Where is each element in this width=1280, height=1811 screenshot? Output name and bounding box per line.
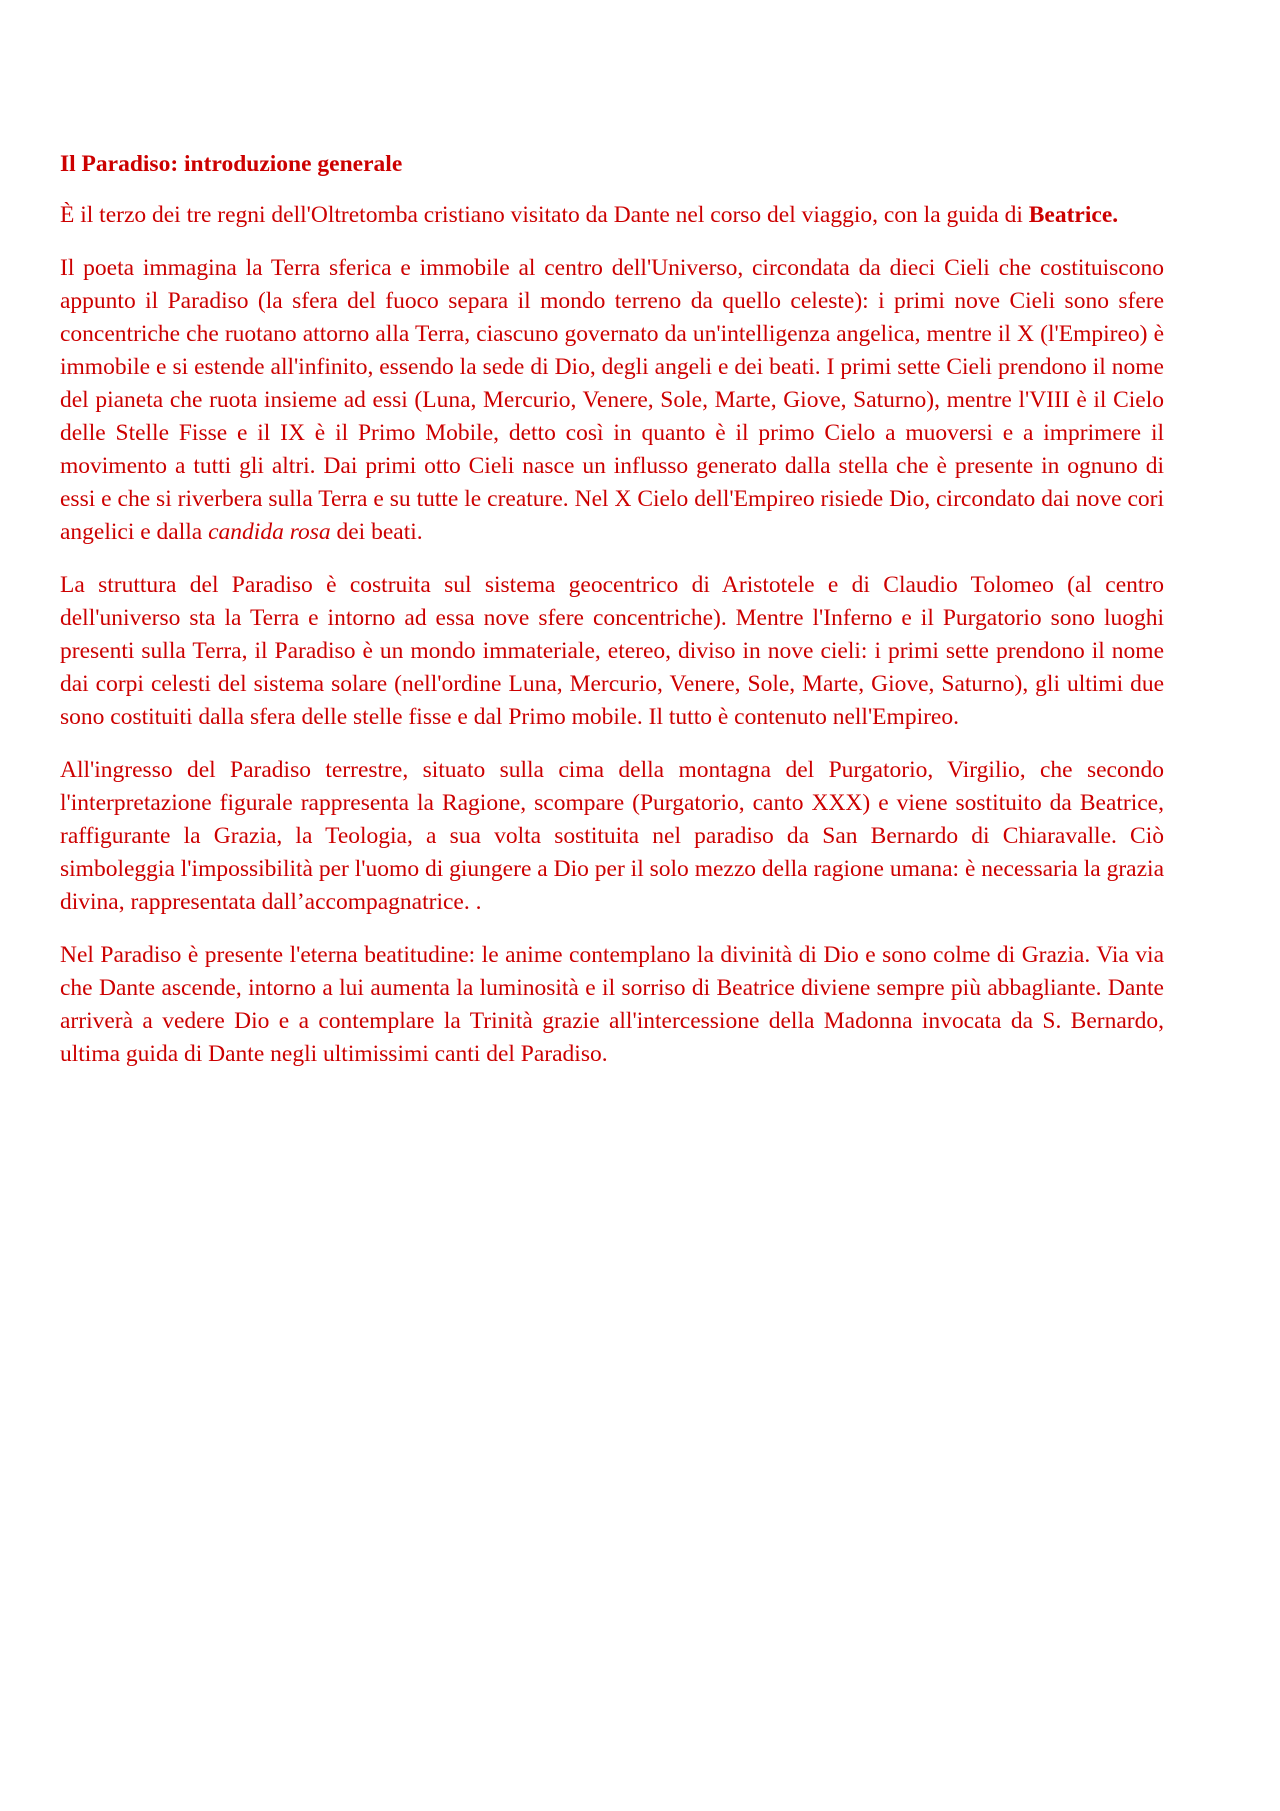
document-page bbox=[60, 148, 1164, 1091]
document-title: Il Paradiso: introduzione generale bbox=[60, 151, 403, 177]
emphasis-text: candida rosa bbox=[208, 519, 331, 545]
geocentric-paragraph: La struttura del Paradiso è costruita sul sistema geocentrico di Aristotele e di Claudio Tolomeo (al centro dell'universo sta la Terra e intorno ad essa nove sfere concentriche). Mentre l'Inferno e il Purgatorio sono luoghi presenti sulla Terra, il Paradiso è un mondo immateriale, etereo, diviso in nove cieli: i primi sette prendono il nome dai corpi celesti del sistema solare (nell'ordine Luna, Mercurio, Venere, Sole, Marte, Giove, Saturno), gli ultimi due sono costituiti dalla sfera delle stelle fisse e dal Primo mobile. Il tutto è contenuto nell'Empireo. bbox=[60, 572, 1164, 730]
structure-tail: dei beati. bbox=[330, 519, 423, 545]
structure-text: Il poeta immagina la Terra sferica e immobile al centro dell'Universo, circondata da dieci Cieli che costituiscono appunto il Paradiso (la sfera del fuoco separa il mondo terreno da quello celeste): i primi nove Cieli sono sfere concentriche che ruotano attorno alla Terra, ciascuno governato da un'intelligenza angelica, mentre il X (l'Empireo) è immobile e si estende all'infinito, essendo la sede di Dio, degli angeli e dei beati. I primi sette Cieli prendono il nome del pianeta che ruota insieme ad essi (Luna, Mercurio, Venere, Sole, Marte, Giove, Saturno), mentre l'VIII è il Cielo delle Stelle Fisse e il IX è il Primo Mobile, detto così in quanto è il primo Cielo a muoversi e a imprimere il movimento a tutti gli altri. Dai primi otto Cieli nasce un influsso generato dalla stella che è presente in ognuno di essi e che si riverbera sulla Terra e su tutte le creature. Nel X Cielo dell'Empireo risiede Dio, circondato dai nove cori angelici e dalla bbox=[60, 255, 1164, 545]
guides-paragraph: All'ingresso del Paradiso terrestre, situato sulla cima della montagna del Purgatorio, Virgilio, che secondo l'interpretazione figurale rappresenta la Ragione, scompare (Purgatorio, canto XXX) e viene sostituito da Beatrice, raffigurante la Grazia, la Teologia, a sua volta sostituita nel paradiso da San Bernardo di Chiaravalle. Ciò simboleggia l'impossibilità per l'uomo di giungere a Dio per il solo mezzo della ragione umana: è necessaria la grazia divina, rappresentata dall’accompagnatrice. . bbox=[60, 757, 1164, 915]
guide-name: Beatrice. bbox=[1028, 202, 1119, 228]
beatitude-paragraph: Nel Paradiso è presente l'eterna beatitudine: le anime contemplano la divinità di Dio e sono colme di Grazia. Via via che Dante ascende, intorno a lui aumenta la luminosità e il sorriso di Beatrice diviene sempre più abbagliante. Dante arriverà a vedere Dio e a contemplare la Trinità grazie all'intercessione della Madonna invocata da S. Bernardo, ultima guida di Dante negli ultimissimi canti del Paradiso. bbox=[60, 942, 1164, 1067]
intro-text: È il terzo dei tre regni dell'Oltretomba cristiano visitato da Dante nel corso del viaggio, con la guida di bbox=[60, 202, 1029, 228]
intro-paragraph bbox=[60, 199, 1164, 232]
structure-paragraph bbox=[60, 252, 1164, 549]
